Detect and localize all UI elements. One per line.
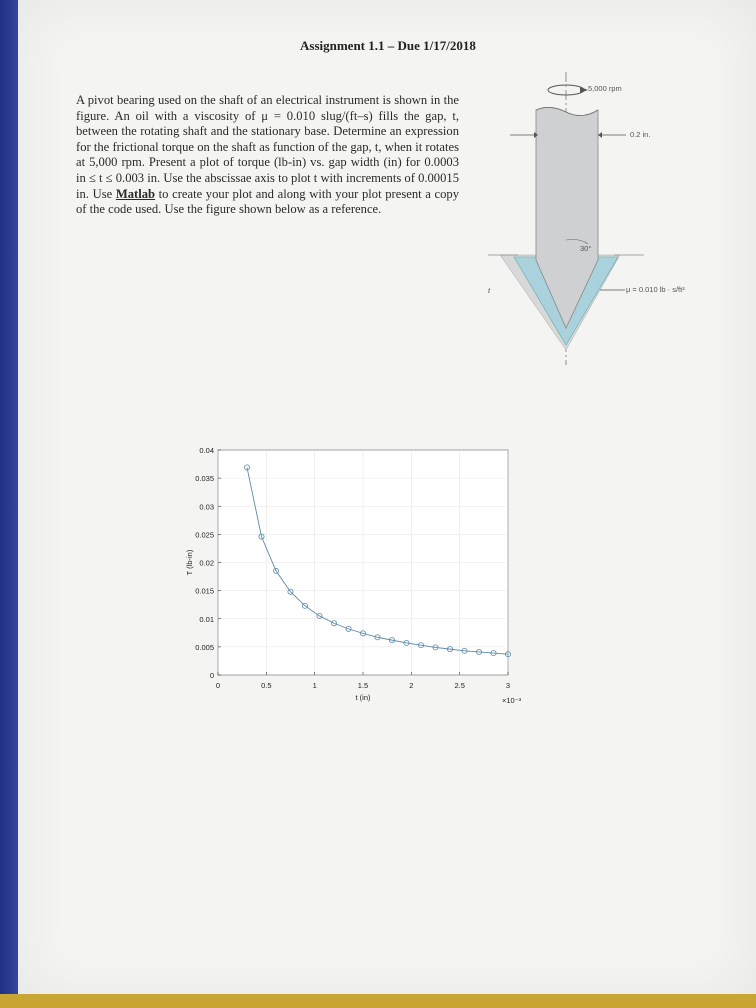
- y-tick-label: 0.035: [195, 474, 214, 484]
- y-axis-label: T (lb-in): [185, 549, 194, 576]
- diameter-arrowhead-right: [598, 132, 602, 138]
- x-tick-label: 1.5: [357, 681, 369, 690]
- x-axis-multiplier: ×10⁻³: [502, 696, 522, 705]
- matlab-link-text: Matlab: [115, 186, 156, 201]
- viscosity-label: μ = 0.010 lb · s/ft²: [626, 285, 685, 294]
- y-tick-label: 0.005: [195, 642, 214, 652]
- rotation-arrowhead: [580, 87, 588, 93]
- y-tick-label: 0.01: [199, 614, 214, 624]
- pivot-bearing-figure: [480, 60, 740, 385]
- x-tick-label: 0: [215, 681, 221, 690]
- gap-label: t: [488, 286, 491, 295]
- y-tick-label: 0.025: [195, 530, 214, 540]
- problem-statement: [76, 93, 459, 218]
- bearing-diagram: [480, 60, 740, 380]
- y-tick-label: 0.02: [199, 558, 214, 568]
- problem-text-part-2: to create your plot and along with your plot present a copy of the code used. Use the figure shown below as a reference.: [76, 186, 459, 217]
- y-tick-label: 0.04: [199, 446, 214, 455]
- torque-plot: [180, 440, 540, 725]
- rpm-label: 5,000 rpm: [588, 84, 622, 93]
- x-tick-label: 2: [409, 681, 414, 690]
- y-tick-label: 0.015: [195, 586, 214, 596]
- assignment-title: Assignment 1.1 – Due 1/17/2018: [300, 38, 476, 53]
- x-tick-label: 1: [312, 681, 317, 690]
- x-tick-label: 3: [505, 681, 511, 690]
- x-tick-label: 2.5: [454, 681, 465, 690]
- y-tick-label: 0.03: [199, 502, 214, 512]
- torque-chart: [180, 440, 540, 720]
- desk-strip: [0, 994, 756, 1008]
- x-axis-label: t (in): [355, 693, 371, 702]
- binder-edge: [0, 0, 20, 1008]
- problem-text-part-1: A pivot bearing used on the shaft of an electrical instrument is shown in the figure. An oil with a viscosity of μ = 0.010 slug/(ft–s) fills the gap, t, between the rotating shaft and the stationary base. Determine an expression for the frictional torque on the shaft as function of the gap, t, when it rotates at 5,000 rpm. Present a plot of torque (lb-in) vs. gap width (in) for 0.0003 in ≤ t ≤ 0.003 in. Use the abscissae axis to plot t with increments of 0.00015 in. Use: [76, 93, 459, 201]
- y-tick-label: 0: [209, 671, 214, 680]
- angle-label: 30°: [580, 244, 592, 253]
- x-tick-label: 0.5: [261, 681, 272, 690]
- diameter-label: 0.2 in.: [630, 130, 651, 139]
